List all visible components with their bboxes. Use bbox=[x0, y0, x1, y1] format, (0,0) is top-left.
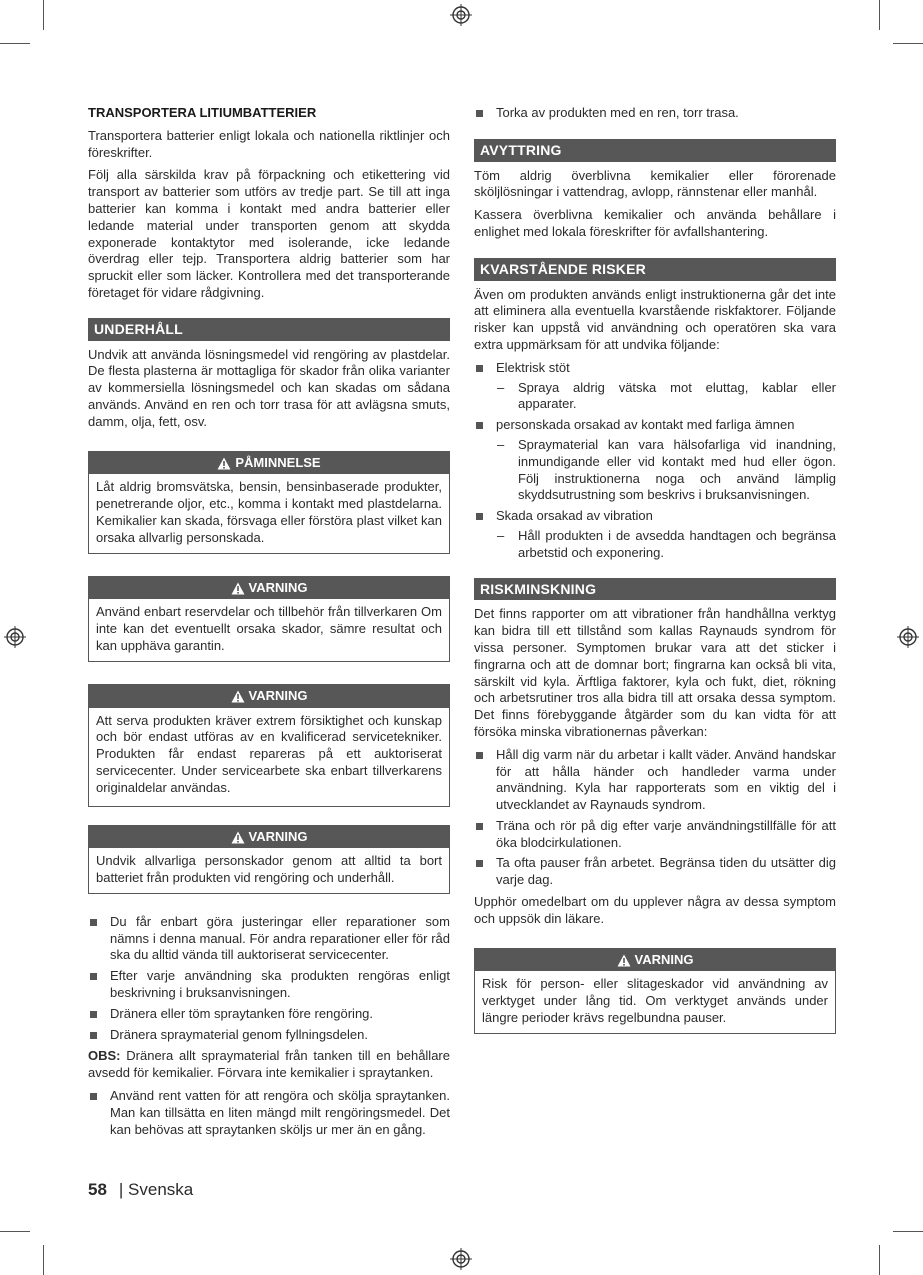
crop-mark bbox=[879, 0, 880, 30]
maintenance-bullet-list bbox=[88, 914, 450, 1044]
crop-mark bbox=[43, 0, 44, 30]
paragraph: Upphör omedelbart om du upplever några av dessa symptom och uppsök din läkare. bbox=[474, 894, 836, 926]
warning-box bbox=[474, 948, 836, 1034]
reminder-box-title: PÅMINNELSE bbox=[235, 454, 321, 470]
warning-box-title: VARNING bbox=[248, 687, 308, 703]
warning-box-header bbox=[475, 949, 835, 972]
list-item bbox=[474, 360, 836, 413]
right-column bbox=[474, 105, 836, 1040]
list-item: Efter varje användning ska produkten rengöras enligt beskrivning i bruksanvisningen. bbox=[88, 968, 450, 1002]
obs-text: Dränera allt spraymaterial från tanken till en behållare avsedd för kemikalier. Förvara inte kemikalier i spraytanken. bbox=[88, 1048, 450, 1081]
list-item: Håll dig varm när du arbetar i kallt väder. Använd handskar för att hålla händer och handleder varma under användning. Kyla har rapporterats som en viktig del i utvecklandet av Raynauds syndrom. bbox=[474, 747, 836, 814]
warning-box-header bbox=[89, 577, 449, 600]
top-bullet-list bbox=[474, 105, 836, 122]
paragraph: Töm aldrig överblivna kemikalier eller förorenade sköljlösningar i vattendrag, avlopp, rännstenar eller manhål. bbox=[474, 167, 836, 200]
footer-language: | Svenska bbox=[118, 1180, 194, 1199]
crop-mark bbox=[0, 1231, 30, 1232]
warning-triangle-icon bbox=[231, 690, 245, 703]
list-item: Dränera spraymaterial genom fyllningsdelen. bbox=[88, 1027, 450, 1044]
warning-triangle-icon bbox=[231, 582, 245, 595]
warning-box-header bbox=[89, 685, 449, 708]
warning-box bbox=[88, 684, 450, 807]
crop-mark bbox=[43, 1245, 44, 1275]
paragraph: Transportera batterier enligt lokala och nationella riktlinjer och föreskrifter. bbox=[88, 127, 450, 160]
risk-label: personskada orsakad av kontakt med farliga ämnen bbox=[496, 417, 795, 433]
warning-triangle-icon bbox=[617, 954, 631, 967]
section-heading-disposal: AVYTTRING bbox=[474, 139, 836, 162]
list-item: Du får enbart göra justeringar eller reparationer som nämns i denna manual. För andra reparationer eller för råd ska du alltid vända till auktoriserat servicecenter. bbox=[88, 914, 450, 964]
section-heading-risk-mitigation: RISKMINSKNING bbox=[474, 578, 836, 601]
list-item: Ta ofta pauser från arbetet. Begränsa tiden du utsätter dig varje dag. bbox=[474, 855, 836, 889]
paragraph: Även om produkten används enligt instruktionerna går det inte att eliminera alla eventuella kvarstående riskfaktorer. Följande risker kan uppstå vid användning och operatören ska vara extra uppmärksam för att undvika följande: bbox=[474, 286, 836, 352]
section-heading-residual-risks: KVARSTÅENDE RISKER bbox=[474, 258, 836, 281]
list-item bbox=[474, 508, 836, 561]
list-item: Använd rent vatten för att rengöra och skölja spraytanken. Man kan tillsätta en liten mängd milt rengöringsmedel. Det kan behövas att spraytanken sköljs ur mer än en gång. bbox=[88, 1088, 450, 1138]
page-number: 58 bbox=[88, 1180, 107, 1199]
warning-box-text: Använd enbart reservdelar och tillbehör från tillverkaren Om inte kan det eventuellt orsaka skador, sämre resultat och kan upphäva garantin. bbox=[96, 604, 442, 653]
registration-mark-icon bbox=[450, 1248, 472, 1270]
crop-mark bbox=[893, 1231, 923, 1232]
paragraph: Kassera överblivna kemikalier och använda behållare i enlighet med lokala föreskrifter för avfallshantering. bbox=[474, 207, 836, 239]
crop-mark bbox=[879, 1245, 880, 1275]
list-item bbox=[474, 417, 836, 504]
list-item: Dränera eller töm spraytanken före rengöring. bbox=[88, 1006, 450, 1023]
warning-box-text: Undvik allvarliga personskador genom att alltid ta bort batteriet från produkten vid rengöring och underhåll. bbox=[96, 853, 442, 886]
sub-list-item: – Spraya aldrig vätska mot eluttag, kablar eller apparater. bbox=[496, 380, 836, 414]
registration-mark-icon bbox=[450, 4, 472, 26]
list-item: Träna och rör på dig efter varje användningstillfälle för att öka blodcirkulationen. bbox=[474, 818, 836, 852]
warning-triangle-icon bbox=[217, 457, 231, 470]
warning-box-title: VARNING bbox=[248, 828, 308, 844]
obs-label: OBS: bbox=[88, 1048, 121, 1064]
sub-list-item: – Håll produkten i de avsedda handtagen och begränsa arbetstid och exponering. bbox=[496, 528, 836, 562]
warning-box bbox=[88, 576, 450, 662]
section-heading-transport: TRANSPORTERA LITIUMBATTERIER bbox=[88, 105, 317, 120]
reminder-box-text: Låt aldrig bromsvätska, bensin, bensinbaserade produkter, penetrerande oljor, etc., komma i kontakt med plastdelarna. Kemikalier kan skada, försvaga eller förstöra plast vilket kan orsaka allvarlig personskada. bbox=[96, 479, 442, 545]
warning-box-title: VARNING bbox=[634, 951, 694, 967]
warning-box bbox=[88, 825, 450, 894]
left-column bbox=[88, 105, 450, 1143]
registration-mark-icon bbox=[897, 626, 919, 648]
risk-list bbox=[474, 360, 836, 562]
reminder-box-header bbox=[89, 452, 449, 475]
warning-triangle-icon bbox=[231, 831, 245, 844]
warning-box-text: Risk för person- eller slitageskador vid användning av verktyget under lång tid. Om verktyget används under längre perioder krävs regelbundna pauser. bbox=[482, 976, 828, 1026]
sub-list-item: – Spraymaterial kan vara hälsofarliga vid inandning, inmundigande eller vid kontakt med hud eller ögon. Följ instruktionerna noga och använd lämplig skyddsutrustning som beskrivs i bruksanvisningen. bbox=[496, 437, 836, 504]
crop-mark bbox=[0, 43, 30, 44]
obs-note bbox=[88, 1048, 450, 1082]
reminder-box bbox=[88, 451, 450, 554]
section-heading-maintenance: UNDERHÅLL bbox=[88, 318, 450, 341]
risk-label: Elektrisk stöt bbox=[496, 359, 570, 375]
mitigation-bullet-list bbox=[474, 747, 836, 889]
paragraph: Följ alla särskilda krav på förpackning och etikettering vid transport av batterier som utförs av tredje part. Se till att inga batterier kan komma i kontakt med andra batterier eller ledande material under transporten genom att skydda exponerade kontaktytor med isolerande, icke ledande överdrag eller tejp. Transportera aldrig batterier som har spruckit eller som läcker. Kontrollera med det transporterande företaget för vidare rådgivning. bbox=[88, 167, 450, 300]
registration-mark-icon bbox=[4, 626, 26, 648]
crop-mark bbox=[893, 43, 923, 44]
list-item: Torka av produkten med en ren, torr trasa. bbox=[474, 105, 836, 122]
warning-box-title: VARNING bbox=[248, 579, 308, 595]
paragraph: Undvik att använda lösningsmedel vid rengöring av plastdelar. De flesta plasterna är mottagliga för skador från olika varianter av kommersiella lösningsmedel och kan skadas om sådana används. Använd en ren och torr trasa för att avlägsna smuts, damm, olja, fett, osv. bbox=[88, 346, 450, 429]
rinse-bullet-list bbox=[88, 1088, 450, 1138]
warning-box-header bbox=[89, 826, 449, 849]
warning-box-text: Att serva produkten kräver extrem försiktighet och kunskap och bör endast utföras av en kvalificerad servicetekniker. Produkten får endast repareras på ett auktoriserat servicecenter. Under servicearbete ska enbart tillverkarens originaldelar användas. bbox=[96, 712, 442, 795]
risk-label: Skada orsakad av vibration bbox=[496, 508, 653, 524]
page-footer bbox=[88, 1182, 193, 1199]
paragraph: Det finns rapporter om att vibrationer från handhållna verktyg kan bidra till ett tillstånd som kallas Raynauds syndrom för vissa personer. Symptomen brukar vara att det sticker i fingrarna och att de domnar bort; fingrarna kan också bli vita, särskilt vid kyla. Ärftliga faktorer, kyla och fukt, diet, rökning och arbetsrutiner tros alla bidra till att orsaka dessa symptom. Det finns förebyggande åtgärder som du kan vidta för att försöka minska vibrationernas påverkan: bbox=[474, 606, 836, 739]
